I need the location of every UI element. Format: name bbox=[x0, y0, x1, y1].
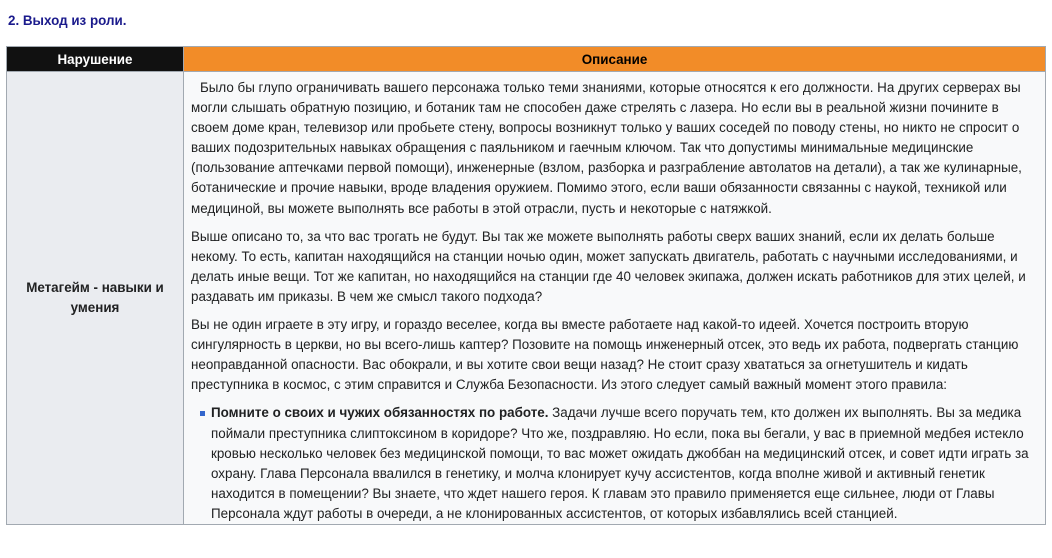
square-bullet-icon bbox=[200, 411, 205, 416]
list-item-bold: Помните о своих и чужих обязанностях по работе. bbox=[211, 405, 549, 421]
table-header-row bbox=[7, 47, 1046, 72]
header-description: Описание bbox=[184, 47, 1046, 72]
rules-table bbox=[6, 46, 1046, 525]
description-paragraph-2: Выше описано то, за что вас трогать не будут. Вы так же можете выполнять работы сверх ваших знаний, если их делать больше некому. То есть, капитан находящийся на станции ночью один, может запускать двигатель, работать с научными исследованиями, и делать иные вещи. Тот же капитан, но находящийся на станции где 40 человек экипажа, должен искать работников для этих целей, и раздавать им приказы. В чем же смысл такого подхода? bbox=[191, 228, 1026, 304]
description-cell bbox=[184, 72, 1046, 525]
description-paragraph-1: Было бы глупо ограничивать вашего персонажа только теми знаниями, которые относятся к его должности. На других серверах вы могли слышать обратную позицию, и ботаник там не способен даже стрелять с лазера. Но если вы в реальной жизни почините в своем доме кран, телевизор или пробьете стену, вопросы возникнут только у ваших соседей по поводу стены, но никто не спросит о ваших подозрительных навыках обращения с паяльником и гаечным ключом. Так что допустимы минимальные медицинские (пользование аптечками первой помощи), инженерные (взлом, разборка и разграбление автолатов на детали), а так же кулинарные, ботанические и прочие навыки, вроде владения оружием. Помимо этого, если ваши обязанности связанны с наукой, техникой или медициной, вы можете выполнять все работы в этой отрасли, пусть и некоторые с натяжкой. bbox=[191, 80, 1022, 216]
table-row bbox=[7, 72, 1046, 525]
rules-list bbox=[191, 403, 1039, 524]
header-violation: Нарушение bbox=[7, 47, 184, 72]
list-item bbox=[211, 403, 1039, 524]
violation-name: Метагейм - навыки и умения bbox=[7, 72, 184, 525]
section-heading: 2. Выход из роли. bbox=[8, 13, 127, 28]
description-paragraph-3: Вы не один играете в эту игру, и гораздо веселее, когда вы вместе работаете над какой-то идеей. Хочется построить вторую сингулярность в церкви, но вы всего-лишь каптер? Позовите на помощь инженерный отсек, это ведь их работа, подвергать станцию неоправданной опасности. Вас обокрали, и вы хотите свои вещи назад? Не стоит сразу хвататься за огнетушитель и кидать преступника в космос, с этим справится и Служба Безопасности. Из этого следует самый важный момент этого правила: bbox=[191, 317, 1019, 393]
list-item-text: Задачи лучше всего поручать тем, кто должен их выполнять. Вы за медика поймали преступника слиптоксином в коридоре? Что же, поздравляю. Но если, пока вы бегали, у вас в приемной медбея истекло кровью несколько человек без медицинской помощи, то вас может ожидать джоббан на медицинский отсек, и совет идти играть за охрану. Глава Персонала ввалился в генетику, и молча клонирует кучу ассистентов, когда вполне живой и активный генетик находится в помещении? Вы знаете, что ждет нашего героя. К главам это правило применяется еще сильнее, люди от Главы Персонала ждут работы в очереди, а не клонированных ассистентов, от которых избавлялись всей станцией. bbox=[211, 405, 1029, 521]
